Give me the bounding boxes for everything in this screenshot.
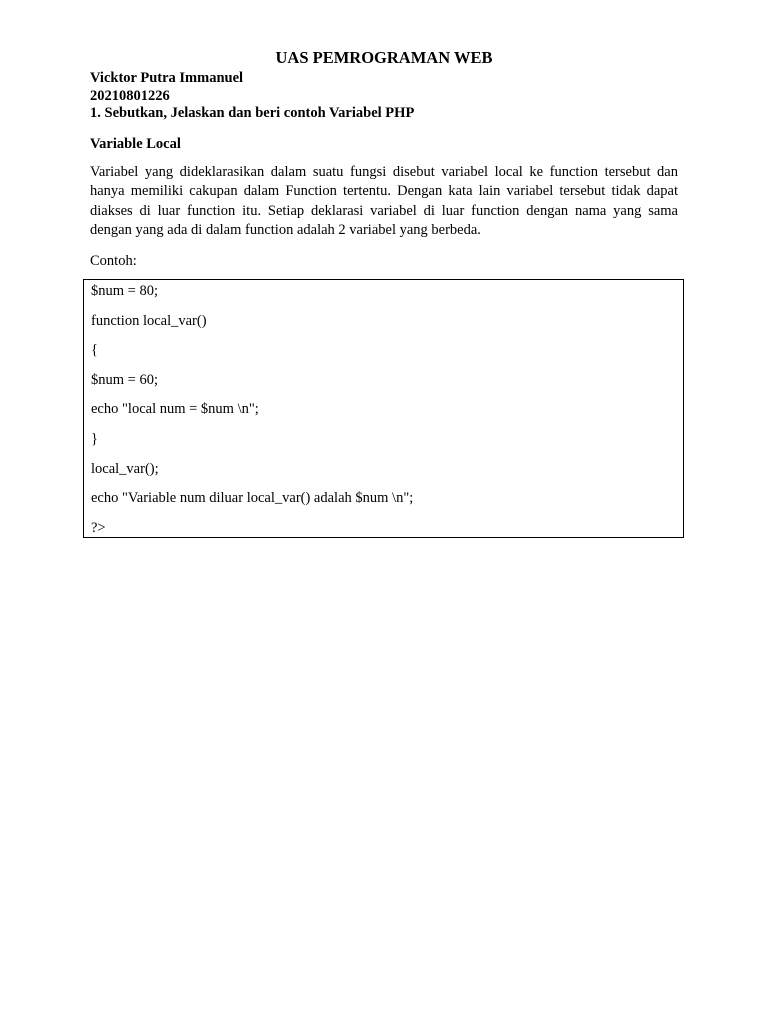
code-line: echo "local num = $num \n"; [91,401,259,418]
code-example-box [83,279,684,538]
code-line: ?> [91,519,106,536]
document-page [90,48,678,270]
code-line: } [91,430,98,447]
body-paragraph: Variabel yang dideklarasikan dalam suatu fungsi disebut variabel local ke function tersebut dan hanya memiliki cakupan dalam Function tertentu. Dengan kata lain variabel tersebut tidak dapat diakses di luar function itu. Setiap deklarasi variabel di luar function dengan nama yang sama dengan yang ada di dalam function adalah 2 variabel yang berbeda. [90,163,678,239]
student-id: 20210801226 [90,87,170,104]
code-line: { [91,342,98,359]
document-title: UAS PEMROGRAMAN WEB [275,48,493,67]
code-line: local_var(); [91,460,159,477]
example-label: Contoh: [90,252,137,269]
code-line: $num = 80; [91,283,158,299]
section-heading: Variable Local [90,135,181,152]
code-line: echo "Variable num diluar local_var() adalah $num \n"; [91,490,414,507]
code-line: $num = 60; [91,371,158,388]
code-line: function local_var() [91,312,207,329]
question-heading: 1. Sebutkan, Jelaskan dan beri contoh Variabel PHP [90,105,415,121]
author-name: Vicktor Putra Immanuel [90,70,244,86]
